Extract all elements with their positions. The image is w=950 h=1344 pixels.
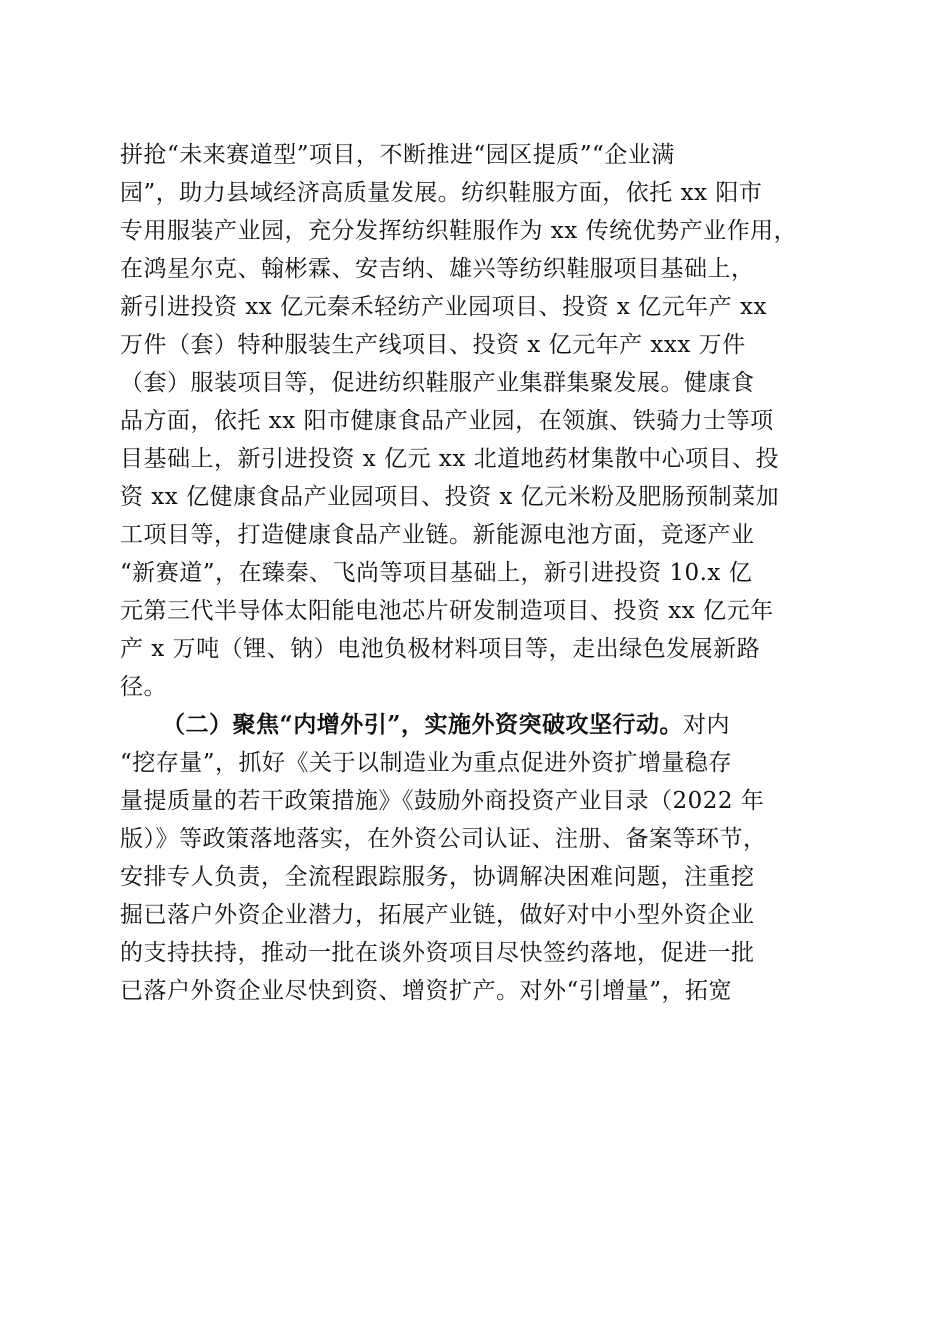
text-line: 元第三代半导体太阳能电池芯片研发制造项目、投资 xx 亿元年 <box>120 598 774 624</box>
text-line: “新赛道”，在臻秦、飞尚等项目基础上，新引进投资 10.x 亿 <box>120 560 753 586</box>
text-line: 在鸿星尔克、翰彬霖、安吉纳、雄兴等纺织鞋服项目基础上， <box>120 256 755 282</box>
text-line: “挖存量”，抓好《关于以制造业为重点促进外资扩增量稳存 <box>120 750 733 776</box>
text-line: 版）》等政策落地落实，在外资公司认证、注册、备案等环节， <box>120 826 767 852</box>
text-line: 的支持扶持，推动一批在谈外资项目尽快签约落地，促进一批 <box>120 940 755 966</box>
text-line: 安排专人负责，全流程跟踪服务，协调解决困难问题，注重挖 <box>120 864 755 890</box>
text-line: 园”，助力县域经济高质量发展。纺织鞋服方面，依托 xx 阳市 <box>120 180 763 206</box>
text-line: 拼抢“未来赛道型”项目，不断推进“园区提质”“企业满 <box>120 142 675 168</box>
paragraph-heading-line <box>162 710 730 740</box>
heading-line-rest: 对内 <box>682 712 730 738</box>
text-line: 已落户外资企业尽快到资、增资扩产。对外“引增量”，拓宽 <box>120 978 733 1004</box>
text-line: 掘已落户外资企业潜力，拓展产业链，做好对中小型外资企业 <box>120 902 755 928</box>
text-line: 万件（套）特种服装生产线项目、投资 x 亿元年产 xxx 万件 <box>120 332 746 358</box>
text-line: 径。 <box>120 674 167 700</box>
text-line: 产 x 万吨（锂、钠）电池负极材料项目等，走出绿色发展新路 <box>120 636 761 662</box>
text-line: 资 xx 亿健康食品产业园项目、投资 x 亿元米粉及肥肠预制菜加 <box>120 484 780 510</box>
text-line: 品方面，依托 xx 阳市健康食品产业园，在领旗、铁骑力士等项 <box>120 408 774 434</box>
text-line: （套）服装项目等，促进纺织鞋服产业集群集聚发展。健康食 <box>120 370 755 396</box>
text-line: 新引进投资 xx 亿元秦禾轻纺产业园项目、投资 x 亿元年产 xx <box>120 294 767 320</box>
text-line: 目基础上，新引进投资 x 亿元 xx 北道地药材集散中心项目、投 <box>120 446 780 472</box>
text-line: 专用服装产业园，充分发挥纺织鞋服作为 xx 传统优势产业作用， <box>120 218 798 244</box>
text-line: 量提质量的若干政策措施》《鼓励外商投资产业目录（2022 年 <box>120 788 765 814</box>
section-heading: （二）聚焦“内增外引”，实施外资突破攻坚行动。 <box>162 711 683 738</box>
text-line: 工项目等，打造健康食品产业链。新能源电池方面，竞逐产业 <box>120 522 755 548</box>
